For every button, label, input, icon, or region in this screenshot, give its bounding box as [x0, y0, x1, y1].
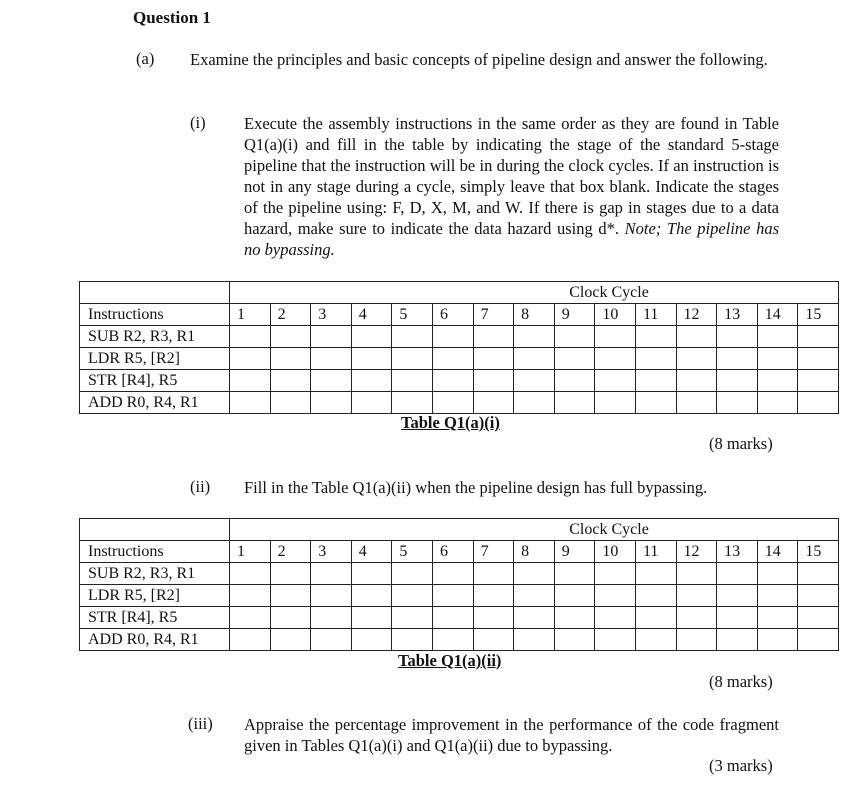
stage-cell[interactable] — [473, 370, 514, 392]
blank-corner-cell — [80, 519, 230, 541]
stage-cell[interactable] — [270, 392, 311, 414]
cycle-number-14: 14 — [757, 541, 798, 563]
part-i-note: Note; The pipeline has no bypassing. — [244, 219, 780, 259]
clock-cycle-header: Clock Cycle — [230, 282, 839, 304]
stage-cell[interactable] — [676, 585, 717, 607]
stage-cell[interactable] — [757, 629, 798, 651]
stage-cell[interactable] — [635, 392, 676, 414]
table-i-header-row — [80, 304, 839, 326]
stage-cell[interactable] — [635, 370, 676, 392]
stage-cell[interactable] — [554, 392, 595, 414]
table-i-caption: Table Q1(a)(i) — [401, 413, 500, 432]
stage-cell[interactable] — [230, 392, 271, 414]
stage-cell[interactable] — [635, 629, 676, 651]
cycle-number-8: 8 — [514, 304, 555, 326]
part-ii-marks: (8 marks) — [709, 672, 773, 691]
stage-cell[interactable] — [514, 629, 555, 651]
cycle-number-2: 2 — [270, 541, 311, 563]
cycle-number-13: 13 — [717, 541, 758, 563]
stage-cell[interactable] — [798, 348, 839, 370]
stage-cell[interactable] — [676, 348, 717, 370]
stage-cell[interactable] — [798, 326, 839, 348]
cycle-number-9: 9 — [554, 541, 595, 563]
question-title: Question 1 — [133, 8, 211, 27]
table-row — [80, 629, 839, 651]
stage-cell[interactable] — [351, 348, 392, 370]
stage-cell[interactable] — [432, 629, 473, 651]
stage-cell[interactable] — [757, 392, 798, 414]
instructions-header: Instructions — [80, 541, 230, 563]
stage-cell[interactable] — [311, 607, 352, 629]
stage-cell[interactable] — [595, 370, 636, 392]
instruction-cell: LDR R5, [R2] — [80, 585, 230, 607]
stage-cell[interactable] — [717, 607, 758, 629]
stage-cell[interactable] — [473, 607, 514, 629]
stage-cell[interactable] — [514, 585, 555, 607]
cycle-number-12: 12 — [676, 304, 717, 326]
stage-cell[interactable] — [676, 326, 717, 348]
stage-cell[interactable] — [311, 326, 352, 348]
stage-cell[interactable] — [717, 392, 758, 414]
stage-cell[interactable] — [514, 348, 555, 370]
stage-cell[interactable] — [554, 585, 595, 607]
stage-cell[interactable] — [595, 607, 636, 629]
stage-cell[interactable] — [432, 392, 473, 414]
pipeline-table-ii — [79, 518, 839, 651]
table-row — [80, 370, 839, 392]
stage-cell[interactable] — [432, 607, 473, 629]
stage-cell[interactable] — [270, 585, 311, 607]
stage-cell[interactable] — [798, 585, 839, 607]
stage-cell[interactable] — [473, 326, 514, 348]
table-row — [80, 563, 839, 585]
table-ii-caption: Table Q1(a)(ii) — [398, 651, 502, 670]
stage-cell[interactable] — [392, 607, 433, 629]
table-row — [80, 348, 839, 370]
part-iii-label: (iii) — [188, 714, 213, 733]
cycle-number-10: 10 — [595, 304, 636, 326]
stage-cell[interactable] — [473, 348, 514, 370]
stage-cell[interactable] — [270, 326, 311, 348]
stage-cell[interactable] — [717, 585, 758, 607]
pipeline-table-i — [79, 281, 839, 414]
part-i-marks: (8 marks) — [709, 434, 773, 453]
stage-cell[interactable] — [311, 629, 352, 651]
instructions-header: Instructions — [80, 304, 230, 326]
stage-cell[interactable] — [311, 563, 352, 585]
clock-cycle-header: Clock Cycle — [230, 519, 839, 541]
stage-cell[interactable] — [432, 563, 473, 585]
cycle-number-2: 2 — [270, 304, 311, 326]
instruction-cell: ADD R0, R4, R1 — [80, 392, 230, 414]
stage-cell[interactable] — [635, 607, 676, 629]
stage-cell[interactable] — [757, 326, 798, 348]
table-row — [80, 326, 839, 348]
stage-cell[interactable] — [230, 629, 271, 651]
part-iii-marks: (3 marks) — [709, 756, 773, 775]
cycle-number-8: 8 — [514, 541, 555, 563]
stage-cell[interactable] — [798, 629, 839, 651]
instruction-cell: STR [R4], R5 — [80, 370, 230, 392]
stage-cell[interactable] — [717, 348, 758, 370]
part-ii-label: (ii) — [190, 477, 211, 496]
part-i-body: Execute the assembly instructions in the same order as they are found in Table Q1(a)(i) and fill in the table by indicating the stage of the standard 5-stage pipeline that the instruction will be in during the clock cycles. If an instruction is not in any stage during a cycle, simply leave that box blank. Indicate the stages of the pipeline using: F, D, X, M, and W. If there is gap in stages due to a data hazard, make sure to indicate the data hazard using d*. — [244, 114, 779, 238]
stage-cell[interactable] — [554, 370, 595, 392]
stage-cell[interactable] — [392, 585, 433, 607]
cycle-number-10: 10 — [595, 541, 636, 563]
stage-cell[interactable] — [473, 629, 514, 651]
stage-cell[interactable] — [270, 607, 311, 629]
cycle-number-7: 7 — [473, 304, 514, 326]
stage-cell[interactable] — [676, 629, 717, 651]
stage-cell[interactable] — [798, 370, 839, 392]
table-row — [80, 585, 839, 607]
part-i-label: (i) — [190, 113, 206, 132]
cycle-number-15: 15 — [798, 304, 839, 326]
stage-cell[interactable] — [676, 563, 717, 585]
part-iii-text: Appraise the percentage improvement in the performance of the code fragment given in Tables Q1(a)(i) and Q1(a)(ii) due to bypassing. — [244, 715, 779, 755]
stage-cell[interactable] — [392, 348, 433, 370]
stage-cell[interactable] — [717, 370, 758, 392]
table-row — [80, 607, 839, 629]
stage-cell[interactable] — [311, 370, 352, 392]
stage-cell[interactable] — [473, 563, 514, 585]
table-ii-header-row-top — [80, 519, 839, 541]
stage-cell[interactable] — [595, 585, 636, 607]
stage-cell[interactable] — [432, 370, 473, 392]
stage-cell[interactable] — [798, 392, 839, 414]
stage-cell[interactable] — [757, 607, 798, 629]
cycle-number-15: 15 — [798, 541, 839, 563]
stage-cell[interactable] — [270, 370, 311, 392]
stage-cell[interactable] — [230, 370, 271, 392]
cycle-number-11: 11 — [635, 304, 676, 326]
stage-cell[interactable] — [595, 563, 636, 585]
stage-cell[interactable] — [392, 392, 433, 414]
stage-cell[interactable] — [230, 326, 271, 348]
stage-cell[interactable] — [554, 326, 595, 348]
stage-cell[interactable] — [757, 370, 798, 392]
stage-cell[interactable] — [270, 563, 311, 585]
stage-cell[interactable] — [757, 563, 798, 585]
stage-cell[interactable] — [473, 585, 514, 607]
stage-cell[interactable] — [635, 585, 676, 607]
table-i-header-row-top — [80, 282, 839, 304]
stage-cell[interactable] — [351, 392, 392, 414]
table-ii-header-row — [80, 541, 839, 563]
cycle-number-7: 7 — [473, 541, 514, 563]
stage-cell[interactable] — [595, 326, 636, 348]
instruction-cell: LDR R5, [R2] — [80, 348, 230, 370]
stage-cell[interactable] — [514, 370, 555, 392]
stage-cell[interactable] — [392, 370, 433, 392]
stage-cell[interactable] — [432, 348, 473, 370]
stage-cell[interactable] — [230, 585, 271, 607]
cycle-number-11: 11 — [635, 541, 676, 563]
stage-cell[interactable] — [635, 563, 676, 585]
stage-cell[interactable] — [351, 326, 392, 348]
cycle-number-4: 4 — [351, 304, 392, 326]
cycle-number-3: 3 — [311, 541, 352, 563]
stage-cell[interactable] — [230, 348, 271, 370]
stage-cell[interactable] — [514, 607, 555, 629]
stage-cell[interactable] — [230, 607, 271, 629]
stage-cell[interactable] — [351, 607, 392, 629]
stage-cell[interactable] — [757, 585, 798, 607]
stage-cell[interactable] — [798, 563, 839, 585]
stage-cell[interactable] — [635, 348, 676, 370]
stage-cell[interactable] — [554, 629, 595, 651]
stage-cell[interactable] — [351, 563, 392, 585]
cycle-number-13: 13 — [717, 304, 758, 326]
stage-cell[interactable] — [230, 563, 271, 585]
cycle-number-9: 9 — [554, 304, 595, 326]
stage-cell[interactable] — [798, 607, 839, 629]
stage-cell[interactable] — [757, 348, 798, 370]
cycle-number-4: 4 — [351, 541, 392, 563]
instruction-cell: SUB R2, R3, R1 — [80, 563, 230, 585]
stage-cell[interactable] — [392, 326, 433, 348]
cycle-number-14: 14 — [757, 304, 798, 326]
stage-cell[interactable] — [554, 563, 595, 585]
stage-cell[interactable] — [311, 348, 352, 370]
cycle-number-6: 6 — [432, 304, 473, 326]
cycle-number-12: 12 — [676, 541, 717, 563]
stage-cell[interactable] — [717, 326, 758, 348]
stage-cell[interactable] — [554, 607, 595, 629]
stage-cell[interactable] — [270, 629, 311, 651]
stage-cell[interactable] — [595, 392, 636, 414]
stage-cell[interactable] — [514, 326, 555, 348]
part-a-text: Examine the principles and basic concepts of pipeline design and answer the following. — [190, 50, 768, 69]
part-ii-text: Fill in the Table Q1(a)(ii) when the pipeline design has full bypassing. — [244, 478, 708, 497]
blank-corner-cell — [80, 282, 230, 304]
stage-cell[interactable] — [351, 370, 392, 392]
cycle-number-5: 5 — [392, 541, 433, 563]
table-row — [80, 392, 839, 414]
instruction-cell: SUB R2, R3, R1 — [80, 326, 230, 348]
stage-cell[interactable] — [676, 392, 717, 414]
stage-cell[interactable] — [351, 629, 392, 651]
stage-cell[interactable] — [676, 607, 717, 629]
stage-cell[interactable] — [392, 563, 433, 585]
part-a-label: (a) — [136, 49, 155, 68]
cycle-number-1: 1 — [230, 304, 271, 326]
stage-cell[interactable] — [676, 370, 717, 392]
stage-cell[interactable] — [717, 629, 758, 651]
stage-cell[interactable] — [432, 326, 473, 348]
instruction-cell: ADD R0, R4, R1 — [80, 629, 230, 651]
stage-cell[interactable] — [270, 348, 311, 370]
stage-cell[interactable] — [514, 392, 555, 414]
instruction-cell: STR [R4], R5 — [80, 607, 230, 629]
cycle-number-5: 5 — [392, 304, 433, 326]
stage-cell[interactable] — [595, 629, 636, 651]
stage-cell[interactable] — [311, 585, 352, 607]
cycle-number-3: 3 — [311, 304, 352, 326]
stage-cell[interactable] — [635, 326, 676, 348]
stage-cell[interactable] — [473, 392, 514, 414]
stage-cell[interactable] — [554, 348, 595, 370]
stage-cell[interactable] — [717, 563, 758, 585]
cycle-number-1: 1 — [230, 541, 271, 563]
stage-cell[interactable] — [514, 563, 555, 585]
stage-cell[interactable] — [392, 629, 433, 651]
cycle-number-6: 6 — [432, 541, 473, 563]
stage-cell[interactable] — [311, 392, 352, 414]
part-i-text — [244, 113, 779, 260]
stage-cell[interactable] — [432, 585, 473, 607]
stage-cell[interactable] — [595, 348, 636, 370]
stage-cell[interactable] — [351, 585, 392, 607]
